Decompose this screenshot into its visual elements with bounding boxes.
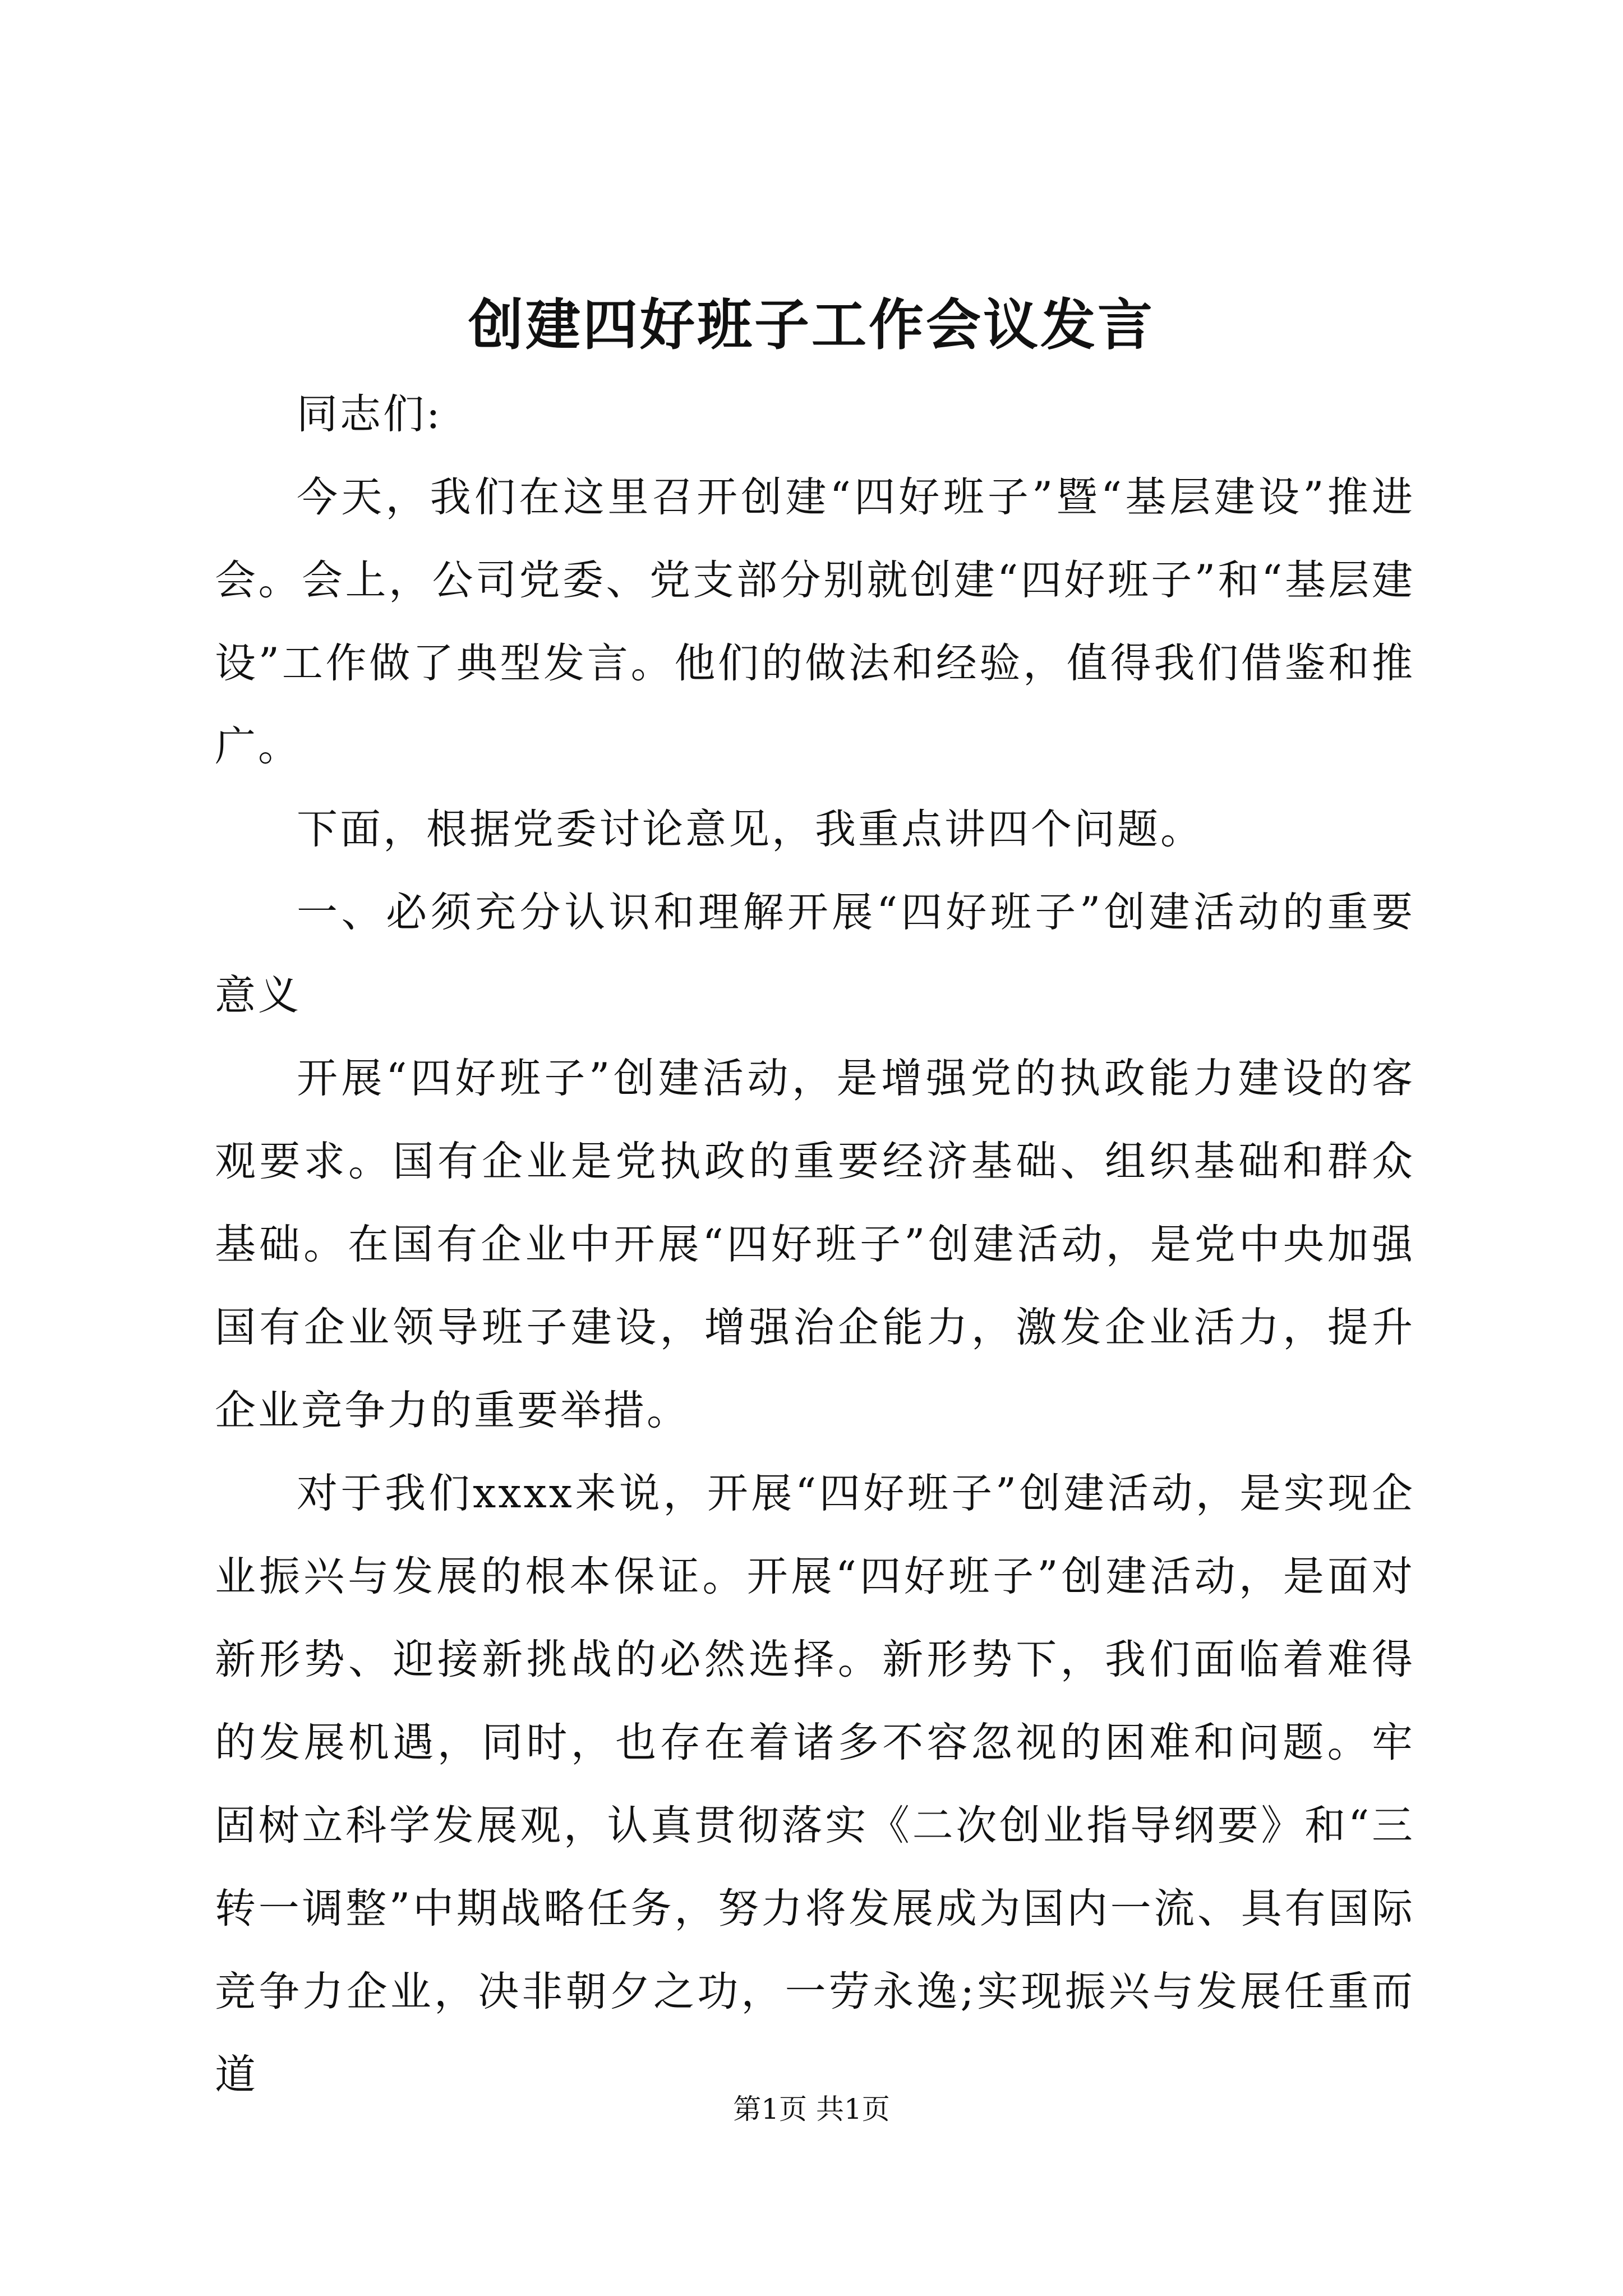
paragraph-development: 对于我们xxxx来说，开展“四好班子”创建活动，是实现企业振兴与发展的根本保证。开展“四好班子”创建活动，是面对新形势、迎接新挑战的必然选择。新形势下，我们面临着难得的发展机遇，同时，也存在着诸多不容忽视的困难和问题。牢固树立科学发展观，认真贯彻落实《二次创业指导纲要》和“三转一调整”中期战略任务，努力将发展成为国内一流、具有国际竞争力企业，决非朝夕之功，一劳永逸;实现振兴与发展任重而道 [215, 1470, 1415, 2099]
document-body [215, 373, 1415, 2116]
page-footer [0, 2087, 1623, 2132]
page-number-label: 第1页 共1页 [733, 2093, 890, 2125]
section-heading-one: 一、必须充分认识和理解开展“四好班子”创建活动的重要意义 [215, 889, 1415, 1019]
paragraph-agenda: 下面，根据党委讨论意见，我重点讲四个问题。 [297, 806, 1204, 853]
document-title: 创建四好班子工作会议发言 [468, 293, 1155, 357]
paragraph-greeting: 同志们: [297, 390, 442, 438]
paragraph-opening: 今天，我们在这里召开创建“四好班子”暨“基层建设”推进会。会上，公司党委、党支部分别就创建“四好班子”和“基层建设”工作做了典型发言。他们的做法和经验，值得我们借鉴和推广。 [215, 473, 1415, 770]
paragraph-significance: 开展“四好班子”创建活动，是增强党的执政能力建设的客观要求。国有企业是党执政的重要经济基础、组织基础和群众基础。在国有企业中开展“四好班子”创建活动，是党中央加强国有企业领导班子建设，增强治企能力，激发企业活力，提升企业竞争力的重要举措。 [215, 1055, 1415, 1434]
